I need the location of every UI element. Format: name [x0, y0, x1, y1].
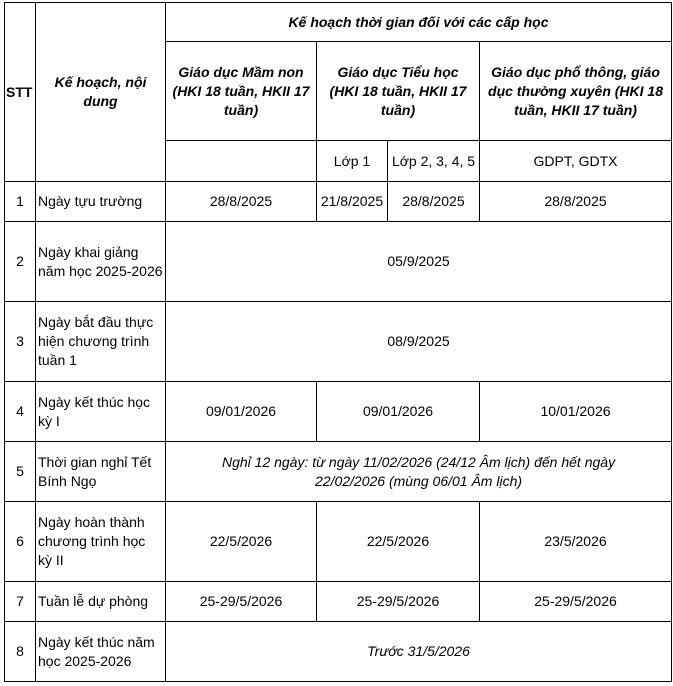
grade1-header: Lớp 1 [317, 141, 388, 182]
row-stt: 5 [5, 442, 36, 502]
header-row-1 [5, 3, 672, 42]
row-name: Ngày khai giảng năm học 2025-2026 [36, 222, 166, 302]
row-stt: 2 [5, 222, 36, 302]
table-row [5, 222, 672, 302]
table-row [5, 442, 672, 502]
all-levels-cell: 08/9/2025 [166, 302, 672, 382]
primary-cell: 22/5/2026 [317, 502, 480, 582]
all-levels-cell: Trước 31/5/2026 [166, 622, 672, 682]
secondary-cell: 28/8/2025 [480, 182, 672, 222]
row-name: Ngày hoàn thành chương trình học kỳ II [36, 502, 166, 582]
grade2-5-header: Lớp 2, 3, 4, 5 [388, 141, 480, 182]
row-name: Thời gian nghỉ Tết Bính Ngọ [36, 442, 166, 502]
row-name: Ngày kết thúc học kỳ I [36, 382, 166, 442]
table-row [5, 582, 672, 622]
table-row [5, 502, 672, 582]
all-levels-cell: 05/9/2025 [166, 222, 672, 302]
plan-header: Kế hoạch, nội dung [36, 3, 166, 182]
row-stt: 1 [5, 182, 36, 222]
preschool-subheader [166, 141, 317, 182]
levels-group-header: Kế hoạch thời gian đối với các cấp học [166, 3, 672, 42]
row-name: Tuần lễ dự phòng [36, 582, 166, 622]
row-name: Ngày kết thúc năm học 2025-2026 [36, 622, 166, 682]
stt-header: STT [5, 3, 36, 182]
preschool-cell: 25-29/5/2026 [166, 582, 317, 622]
grade2-5-cell: 28/8/2025 [388, 182, 480, 222]
secondary-header: Giáo dục phổ thông, giáo dục thường xuyên (HKI 18 tuần, HKII 17 tuần) [480, 42, 672, 141]
secondary-cell: 25-29/5/2026 [480, 582, 672, 622]
table-row [5, 182, 672, 222]
gdpt-gdtx-header: GDPT, GDTX [480, 141, 672, 182]
preschool-header: Giáo dục Mầm non (HKI 18 tuần, HKII 17 tuần) [166, 42, 317, 141]
preschool-cell: 09/01/2026 [166, 382, 317, 442]
preschool-cell: 22/5/2026 [166, 502, 317, 582]
row-stt: 7 [5, 582, 36, 622]
table-row [5, 622, 672, 682]
school-year-schedule-table [4, 2, 672, 682]
primary-header: Giáo dục Tiểu học (HKI 18 tuần, HKII 17 tuần) [317, 42, 480, 141]
grade1-cell: 21/8/2025 [317, 182, 388, 222]
secondary-cell: 23/5/2026 [480, 502, 672, 582]
all-levels-cell: Nghỉ 12 ngày: từ ngày 11/02/2026 (24/12 Âm lịch) đến hết ngày 22/02/2026 (mùng 06/01 Âm lịch) [166, 442, 672, 502]
primary-cell: 09/01/2026 [317, 382, 480, 442]
row-name: Ngày bắt đầu thực hiện chương trình tuần 1 [36, 302, 166, 382]
primary-cell: 25-29/5/2026 [317, 582, 480, 622]
secondary-cell: 10/01/2026 [480, 382, 672, 442]
row-name: Ngày tựu trường [36, 182, 166, 222]
row-stt: 4 [5, 382, 36, 442]
table-row [5, 382, 672, 442]
row-stt: 6 [5, 502, 36, 582]
table-row [5, 302, 672, 382]
row-stt: 3 [5, 302, 36, 382]
row-stt: 8 [5, 622, 36, 682]
preschool-cell: 28/8/2025 [166, 182, 317, 222]
